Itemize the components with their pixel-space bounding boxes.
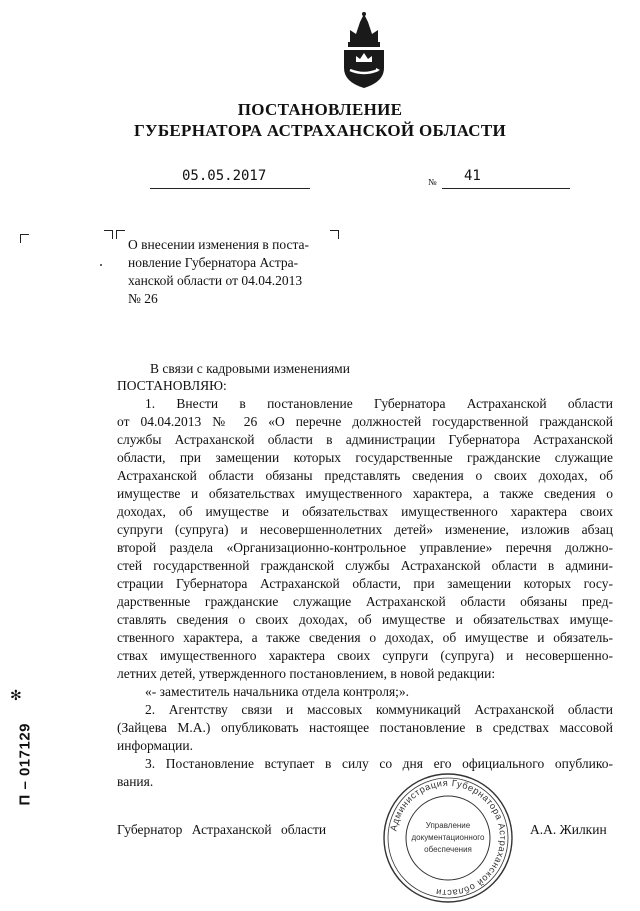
serial-number: П – 017129 <box>16 722 34 806</box>
body-line: имуществе и обязательствах имущественного характера, а также сведения о <box>117 486 613 501</box>
body-line: ставлять сведения о своих доходах, об имуществе и обязательствах имуще- <box>117 612 613 627</box>
body-line: области, при замещении которых государственные гражданские служащие <box>117 450 613 465</box>
body-line: (Зайцева М.А.) опубликовать настоящее постановление в средствах массовой <box>117 720 613 735</box>
body-line: информации. <box>117 738 193 753</box>
body-line: вания. <box>117 774 154 789</box>
body-line: страции Губернатора Астраханской области, при замещении которых госу- <box>117 576 613 591</box>
body-line: летних детей, утвержденного постановлением, в новой редакции: <box>117 666 496 681</box>
signatory-name: А.А. Жилкин <box>530 822 607 837</box>
document-type-title: ПОСТАНОВЛЕНИЕ <box>237 100 403 119</box>
body-line: ствах имущественного характера своих супруги (супруга) и несовершенно- <box>117 648 613 663</box>
official-stamp <box>380 770 516 906</box>
stamp-ring-text: Администрация Губернатора Астраханской области <box>388 777 509 899</box>
body-line: супруги (супруга) и несовершеннолетних детей» изменение, изложив абзац <box>117 522 613 537</box>
body-line: второй раздела «Организационно-контрольное управление» перечня должно- <box>117 540 613 555</box>
body-line: «- заместитель начальника отдела контроля;». <box>145 684 410 699</box>
body-line: службы Астраханской области в администрации Губернатора Астраханской <box>117 432 613 447</box>
subject-line: ханской области от 04.04.2013 <box>128 273 303 288</box>
serial-number-margin <box>8 692 38 822</box>
body-line: 1. Внести в постановление Губернатора Астраханской области <box>145 396 613 411</box>
body-line: 2. Агентству связи и массовых коммуникаций Астраханской области <box>145 702 613 717</box>
body-line: стей государственной гражданской службы Астраханской области в админи- <box>117 558 613 573</box>
body-line: ПОСТАНОВЛЯЮ: <box>117 378 227 393</box>
body-line: В связи с кадровыми изменениями <box>150 361 350 376</box>
body-line: ственного характера, а также сведения о доходах, об имуществе и обязатель- <box>117 630 613 645</box>
issuer-title: ГУБЕРНАТОРА АСТРАХАНСКОЙ ОБЛАСТИ <box>133 121 507 140</box>
body-line: дарственные гражданские служащие Астраханской области обязаны пред- <box>117 594 613 609</box>
margin-dot <box>100 264 102 266</box>
body-line: Астраханской области обязаны представлять сведения о своих доходах, об <box>117 468 613 483</box>
subject-line: О внесении изменения в поста- <box>128 237 310 252</box>
number-label: № <box>428 177 437 187</box>
stamp-center-line: обеспечения <box>424 845 472 854</box>
body-line: доходах, об имуществе и обязательствах имущественного характера своих <box>117 504 613 519</box>
subject-line: № 26 <box>128 291 158 306</box>
body-line: от 04.04.2013 № 26 «О перечне должностей государственной гражданской <box>117 414 613 429</box>
stamp-center-line: документационного <box>411 833 485 842</box>
asterisk-mark-icon: ✻ <box>10 689 22 704</box>
document-number: 41 <box>464 168 481 184</box>
body-line: 3. Постановление вступает в силу со дня его официального опублико- <box>145 756 613 771</box>
subject-line: новление Губернатора Астра- <box>128 255 299 270</box>
document-date: 05.05.2017 <box>182 168 267 184</box>
stamp-center-line: Управление <box>425 821 471 830</box>
signatory-position: Губернатор Астраханской области <box>117 822 327 837</box>
